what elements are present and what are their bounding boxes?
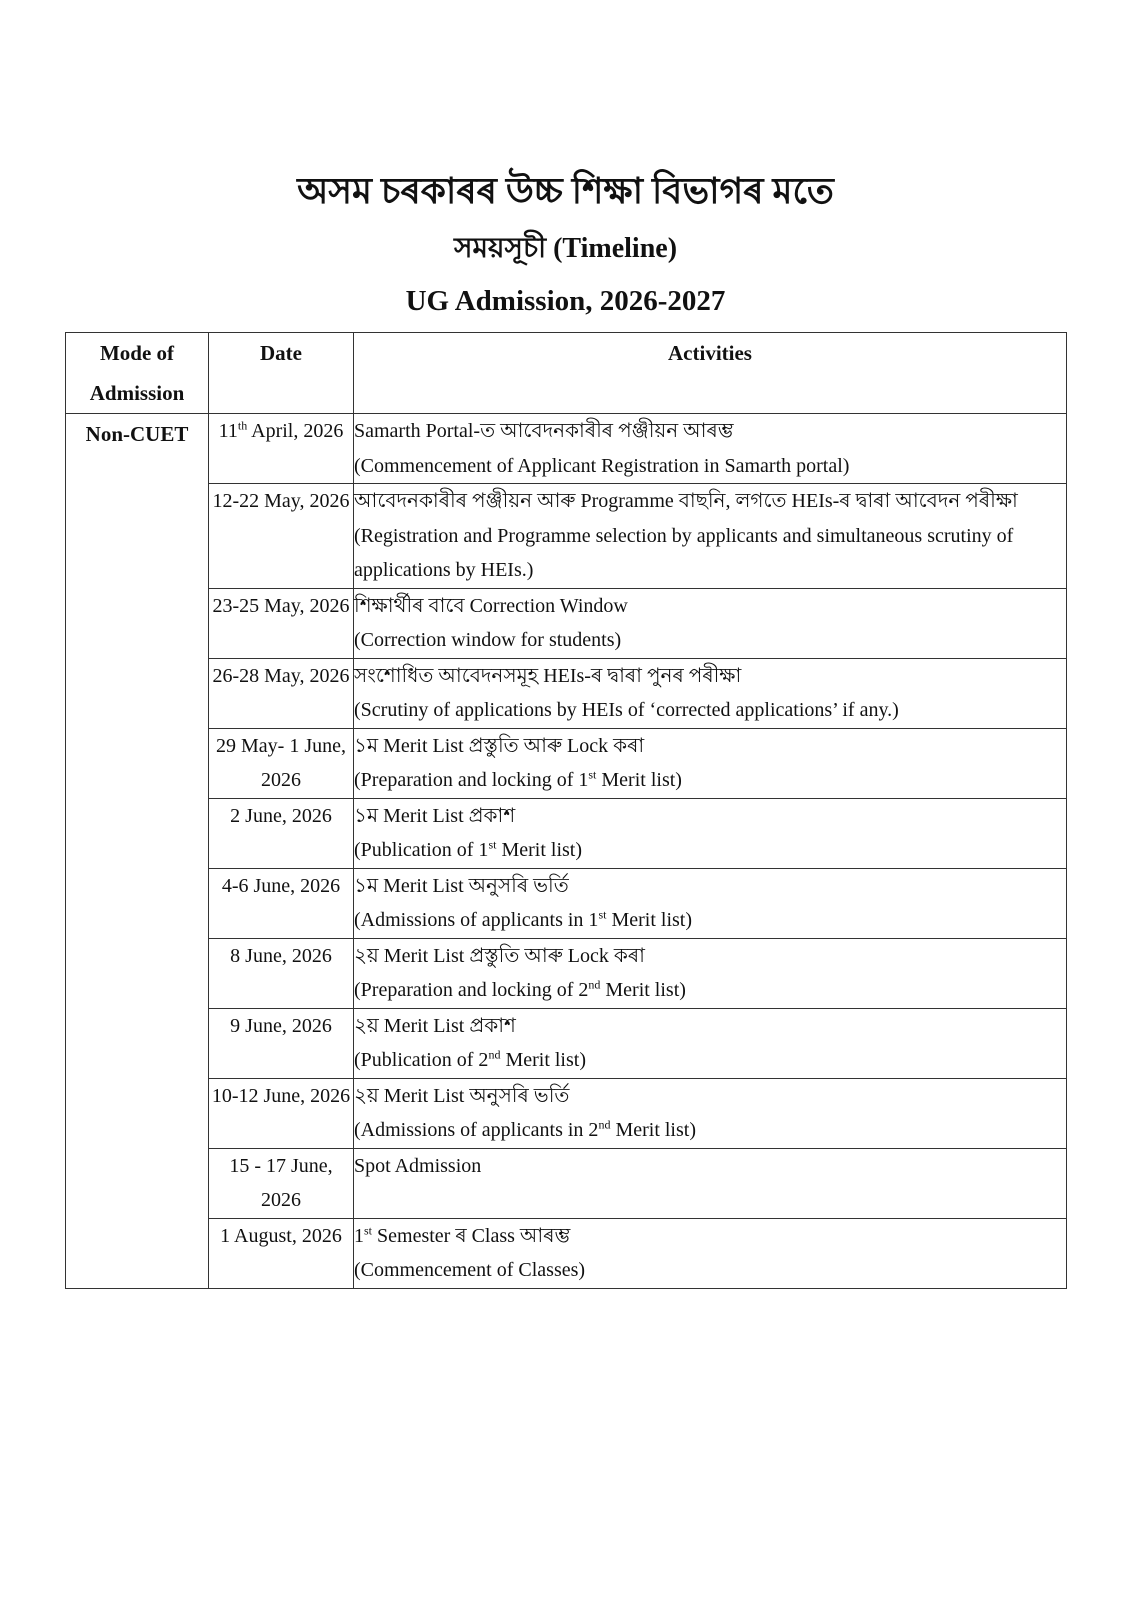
activity-cell: [354, 1218, 1067, 1288]
table-row: [66, 868, 1067, 938]
table-row: [66, 1148, 1067, 1218]
table-row: [66, 414, 1067, 484]
activity-assamese: [354, 414, 1066, 449]
date-text: 26-28 May, 2026: [212, 664, 350, 687]
activity-english-text-cont: Merit list): [496, 839, 582, 861]
activity-assamese: [354, 869, 1066, 904]
activity-assamese-text: Samarth Portal-ত আবেদনকাৰীৰ পঞ্জীয়ন আৰম্ভ: [354, 420, 734, 442]
activity-english: [354, 1113, 1066, 1148]
header-date: Date: [209, 333, 354, 414]
activity-english-text-cont: Merit list): [596, 769, 682, 791]
activity-assamese: [354, 1009, 1066, 1044]
date-cell: [209, 414, 354, 484]
activity-assamese-text: Spot Admission: [354, 1154, 482, 1177]
date-text: 8 June, 2026: [230, 944, 332, 967]
activity-assamese: [354, 799, 1066, 834]
activity-assamese-text: ২য় Merit List প্ৰস্তুতি আৰু Lock কৰা: [354, 944, 645, 967]
date-cell: [209, 588, 354, 658]
date-text: 23-25 May, 2026: [212, 594, 350, 617]
activity-cell: [354, 938, 1067, 1008]
timeline-subtitle: সময়সূচী (Timeline): [453, 233, 678, 264]
date-text: 9 June, 2026: [230, 1014, 332, 1037]
activity-english: [354, 973, 1066, 1008]
activity-english-text: (Publication of 1: [354, 839, 489, 861]
table-row: [66, 1008, 1067, 1078]
mode-of-admission-cell: Non-CUET: [66, 414, 209, 1289]
date-text: 1 August, 2026: [220, 1224, 342, 1247]
activity-english: [354, 449, 1066, 484]
date-cell: [209, 1218, 354, 1288]
page-title: অসম চৰকাৰৰ উচ্চ শিক্ষা বিভাগৰ মতে: [297, 171, 834, 211]
activity-english-text: (Commencement of Classes): [354, 1259, 586, 1281]
activity-assamese: [354, 1149, 1066, 1184]
activity-english: [354, 519, 1066, 588]
activity-cell: [354, 588, 1067, 658]
activity-assamese-text: ১ম Merit List প্ৰকাশ: [354, 804, 516, 827]
table-row: [66, 1078, 1067, 1148]
timeline-table: [65, 332, 1067, 1289]
activity-english-ordinal-suffix: st: [488, 837, 497, 852]
activity-assamese-ordinal-suffix: st: [364, 1222, 373, 1237]
activity-english-ordinal-suffix: nd: [488, 1047, 501, 1062]
table-header-row: [66, 333, 1067, 414]
header-activities: Activities: [354, 333, 1067, 414]
activity-assamese-text: আবেদনকাৰীৰ পঞ্জীয়ন আৰু Programme বাছনি, লগতে HEIs-ৰ দ্বাৰা আবেদন পৰীক্ষা: [354, 490, 1018, 512]
activity-assamese-text-cont: Semester ৰ Class আৰম্ভ: [372, 1224, 571, 1247]
date-cell: [209, 798, 354, 868]
activity-assamese-text: ২য় Merit List অনুসৰি ভৰ্তি: [354, 1084, 570, 1107]
activity-cell: [354, 1148, 1067, 1218]
date-text: 4-6 June, 2026: [221, 874, 341, 897]
date-cell: [209, 484, 354, 589]
activity-assamese: [354, 659, 1066, 694]
table-body: [66, 414, 1067, 1289]
table-row: [66, 728, 1067, 798]
activity-english-text: (Preparation and locking of 2: [354, 979, 589, 1001]
activity-cell: [354, 658, 1067, 728]
activity-english-text: (Registration and Programme selection by applicants and simultaneous scrutiny of applications by HEIs.): [354, 524, 1014, 581]
date-cell: [209, 658, 354, 728]
activity-assamese: [354, 1219, 1066, 1254]
activity-english: [354, 903, 1066, 938]
activity-english-text: (Publication of 2: [354, 1049, 489, 1071]
activity-assamese: [354, 1079, 1066, 1114]
date-cell: [209, 938, 354, 1008]
activity-english: [354, 623, 1066, 658]
activity-english-ordinal-suffix: nd: [588, 977, 601, 992]
activity-assamese: [354, 484, 1066, 519]
activity-cell: [354, 868, 1067, 938]
date-ordinal-suffix: th: [237, 418, 248, 433]
admission-subtitle: UG Admission, 2026-2027: [405, 285, 726, 317]
date-cell: [209, 728, 354, 798]
activity-english: [354, 833, 1066, 868]
date-cell: [209, 1008, 354, 1078]
activity-assamese-text: ২য় Merit List প্ৰকাশ: [354, 1014, 516, 1037]
table-row: [66, 658, 1067, 728]
date-text: 15 - 17 June, 2026: [229, 1154, 333, 1211]
activity-english-ordinal-suffix: nd: [598, 1117, 611, 1132]
activity-assamese-text: 1: [354, 1224, 364, 1247]
activity-assamese: [354, 729, 1066, 764]
table-row: [66, 588, 1067, 658]
activity-assamese-text: ১ম Merit List প্ৰস্তুতি আৰু Lock কৰা: [354, 734, 645, 757]
activity-english-text: (Commencement of Applicant Registration in Samarth portal): [354, 454, 850, 477]
activity-cell: [354, 1008, 1067, 1078]
activity-english: [354, 1253, 1066, 1288]
table-row: [66, 938, 1067, 1008]
activity-assamese: [354, 939, 1066, 974]
activity-english-text-cont: Merit list): [500, 1049, 586, 1071]
activity-english-text: (Admissions of applicants in 1: [354, 909, 599, 931]
activity-english-ordinal-suffix: st: [588, 767, 597, 782]
date-cell: [209, 1148, 354, 1218]
activity-english-text: (Admissions of applicants in 2: [354, 1119, 599, 1141]
activity-cell: [354, 414, 1067, 484]
activity-english: [354, 1043, 1066, 1078]
activity-english-text: (Scrutiny of applications by HEIs of ‘corrected applications’ if any.): [354, 699, 899, 721]
date-text: 10-12 June, 2026: [211, 1084, 351, 1107]
activity-english-ordinal-suffix: st: [598, 907, 607, 922]
date-text-cont: April, 2026: [247, 420, 344, 442]
activity-assamese: [354, 589, 1066, 624]
date-cell: [209, 868, 354, 938]
table-row: [66, 484, 1067, 589]
activity-cell: [354, 798, 1067, 868]
date-text: 2 June, 2026: [230, 804, 332, 827]
activity-assamese-text: শিক্ষাৰ্থীৰ বাবে Correction Window: [354, 594, 628, 617]
date-cell: [209, 1078, 354, 1148]
date-text: 11: [218, 420, 238, 442]
activity-assamese-text: সংশোধিত আবেদনসমূহ HEIs-ৰ দ্বাৰা পুনৰ পৰীক্ষা: [354, 664, 742, 687]
table-row: [66, 1218, 1067, 1288]
activity-english-text-cont: Merit list): [606, 909, 692, 931]
date-text: 12-22 May, 2026: [212, 490, 350, 512]
activity-english-text-cont: Merit list): [610, 1119, 696, 1141]
activity-english-text-cont: Merit list): [600, 979, 686, 1001]
header-mode-of-admission: Mode of Admission: [66, 333, 209, 414]
date-text: 29 May- 1 June, 2026: [216, 734, 346, 791]
table-row: [66, 798, 1067, 868]
activity-cell: [354, 1078, 1067, 1148]
activity-assamese-text: ১ম Merit List অনুসৰি ভৰ্তি: [354, 874, 569, 897]
activity-english: [354, 693, 1066, 728]
activity-cell: [354, 728, 1067, 798]
activity-english: [354, 763, 1066, 798]
activity-english-text: (Correction window for students): [354, 629, 622, 651]
activity-english-text: (Preparation and locking of 1: [354, 769, 589, 791]
activity-cell: [354, 484, 1067, 589]
